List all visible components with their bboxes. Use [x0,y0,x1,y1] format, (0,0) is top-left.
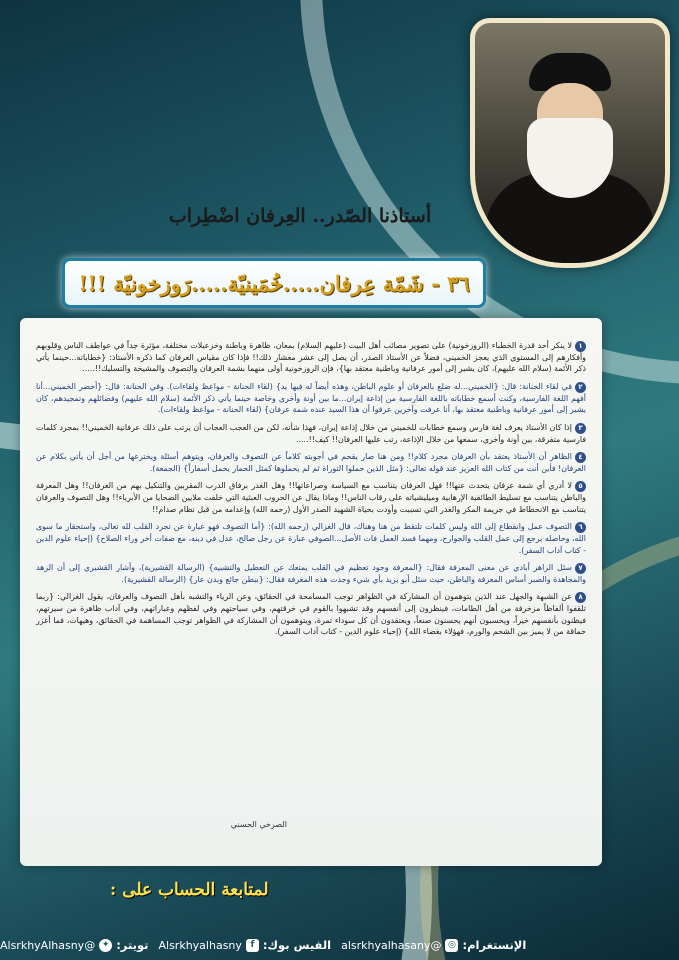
social-handle: Alsrkhyalhasny [158,938,242,952]
social-label: الفيس بوك: [262,938,332,952]
social-handle: @AlsrkhyAlhasny [0,938,96,952]
paragraph-number: ٣ [575,423,586,434]
facebook-icon: f [246,939,259,952]
paragraph [36,521,586,556]
social-label: الإنستغرام: [462,938,527,952]
paragraph-number: ٤ [575,452,586,463]
paragraph [36,381,586,416]
social-link-twitter[interactable] [0,938,149,952]
paragraph [36,422,586,445]
instagram-icon: ◎ [445,939,458,952]
paragraph-text: الظاهر أن الأستاذ يعتقد بأن العرفان مجرد كلام!! ومن هنا صار يقحم في أجوبته كلاماً عن التصوف والعرفان، ويتوهم أسئلة ويخترعها من أجل أن يأتي بكلام عن العرفان! فأين أنت من كتاب الله العزيز عند قوله تعالى: {مثل الذين حملوا التوراة ثم لم يحملوها كمثل الحمار يحمل أسفاراً} (الجمعة). [36,452,586,474]
social-link-instagram[interactable] [341,938,526,952]
social-label: تويتر: [116,938,149,952]
page-title: ٣٦ - شَمّة عِرفان.....خُمَينيّة.....رَوزخونيّة !!! [78,270,470,296]
paragraph [36,340,586,375]
paragraph-text: لا ينكر أحد قدرة الخطباء (الروزخونية) على تصوير مصائب أهل البيت (عليهم السلام) بمعان، ظاهرة وباطنة وخزعبلات مختلفة، مؤثرة جداً في عواطف الناس وقلوبهم وأفكارهم إلى المستوى الذي يعجز الخميني، فضلاً عن الأستاذ الصدر، أن يصل إلى عشر معشار ذلك!! فإذا كان مقياس العرفان كما ذكره الأستاذ: {خطاباته...حينما يأتي ذكر الأئمة (سلام الله عليهم)، كان يشير إلى أمور عرفانية وباطنية معتقد بها}، فإن الروزخونية أولى منهما بشمة العرفان والتصوف والمشيخة والتسليك!!..... [36,341,586,374]
paragraph-text: التصوف عمل وانقطاع إلى الله وليس كلمات تلتقط من هنا وهناك، قال الغزالي (رحمه الله): {أما التصوف فهو عبارة عن تجرد القلب لله تعالى، واستحقار ما سوى الله، وحاصله يرجع إلى عمل القلب والجوارح، ومهما فسد العمل فات الأصل...الصوفي عبارة عن رجل صالح، عدل في دينه، مع صفات أخر وراء الصلاح} (إحياء علوم الدين - كتاب آداب السفر). [36,522,586,555]
signature: الصرخي الحسني [230,820,287,829]
social-footer [0,930,679,960]
paragraph-text: عن الشبهة والجهل عند الذين يتوهمون أن المشاركة في الظواهر توجب المسامحة في الحقائق، وعن الرياء والتشبه بأهل التصوف والعرفان، يقول الغزالي: {ربما تلقفوا ألفاظاً مزخرفة من أهل الطامات، فينظرون إلى أنفسهم وقد تشبهوا بالقوم في خرقتهم، وفي سياحتهم وفي لفظهم وعباراتهم، وفي آداب ظاهرة من سيرتهم، فيظنون بأنفسهم خيراً، ويحسبون أنهم يحسنون صنعاً، ويعتقدون أن كل سوداء تمرة، ويتوهمون أن المشاركة في الظواهر توجب المساهمة في الحقائق، وهيهات، فما أغزر حماقة من لا يميز بين الشحم والورم، فهؤلاء بغضاء الله} (إحياء علوم الدين - كتاب آداب السفر). [36,592,586,637]
paragraph [36,591,586,637]
follow-label: لمتابعة الحساب على : [110,880,269,900]
paragraph-text: في لقاء الحنانة: قال: {الخميني...له ضلع بالعرفان أو علوم الباطن، وهذه أيضاً له فيها يد} (لقاء الحنانة - مواعظ ولقاءات). وفي الحنانة: قال: {أحضر الخميني...أنا أفهم اللغة الفارسية، وكنت أسمع خطاباته باللغة الفارسية من إذاعة إيران...ما بين أونة وأخرى وخاصة حينما يأتي ذكر الأئمة (سلام الله عليهم) وفضائلهم وتمجيدهم، كان يشير إلى أمور عرفانية وباطنية معتقد بها، أنا عرفت وآخرين عرفوا أن هذا السيد عنده شمة عرفان} (لقاء الحنانة - مواعظ ولقاءات). [36,381,586,415]
paragraph-number: ٦ [575,522,586,533]
paragraph-number: ٨ [575,592,586,603]
paragraph [36,451,586,474]
paragraph-number: ٥ [575,481,586,492]
paragraph-text: لا أدري أي شمة عرفان يتحدث عنها!! فهل العرفان يتناسب مع السياسة وصراعاتها!! وهل الغدر برفاق الدرب المقربين والتنكيل بهم من العرفان!! وهل المعرفة والباطن يتناسب مع تسليط الطائفية الإرهابية وميليشياته على رقاب الناس!! وماذا يقال عن الحروب العبثية التي خلفت ملايين الضحايا من الأبرياء!! وهل التصوف والعرفان يتناسب مع الانحطاط في جريمة المكر والغدر التي تسببت وأودت بحياة الشهيد الصدر الأول (رحمه الله) وإعدامه من قبل نظام صدام!! [36,481,586,514]
twitter-icon: ✦ [99,939,112,952]
paragraph-text: إذا كان الأستاذ يعرف لغة فارس وسمع خطابات للخميني من خلال إذاعة إيران، فهذا شأنه، لكن من العجب العجاب أن يرتب على ذلك عرفانية الخميني!! بمجرد كلمات فارسية متفرقة، بين أونة وأخرى، سمعها من خلال الإذاعة، رتب عليها العرفان!! كيف!!..... [36,422,586,444]
paragraph [36,562,586,585]
paragraph-text: سئل الزاهر أبادي عن معنى المعرفة فقال: {المعرفة وجود تعظيم في القلب يمنعك عن التعطيل والتشبيه} (الرسالة القشيرية)، وأشار القشيري إلى أن الزهد والمجاهدة والصبر أساس المعرفة والباطن، حيث سئل أبو يزيد بأي شيء وجدت هذه المعرفة فقال: {ببطن جائع وبدن عار} (الرسالة القشيرية). [36,563,586,585]
title-banner [62,258,486,308]
paragraph [36,480,586,515]
social-link-facebook[interactable] [159,938,332,952]
paragraph-number: ٧ [575,563,586,574]
paragraph-number: ١ [575,341,586,352]
social-handle: @alsrkhyalhasany [341,938,442,952]
poster-subtitle: أستاذنا الصّدر.. العِرفان اضْطِراب [168,205,432,227]
content-panel [20,318,602,866]
paragraph-number: ٢ [575,382,586,393]
portrait-frame [470,18,670,268]
